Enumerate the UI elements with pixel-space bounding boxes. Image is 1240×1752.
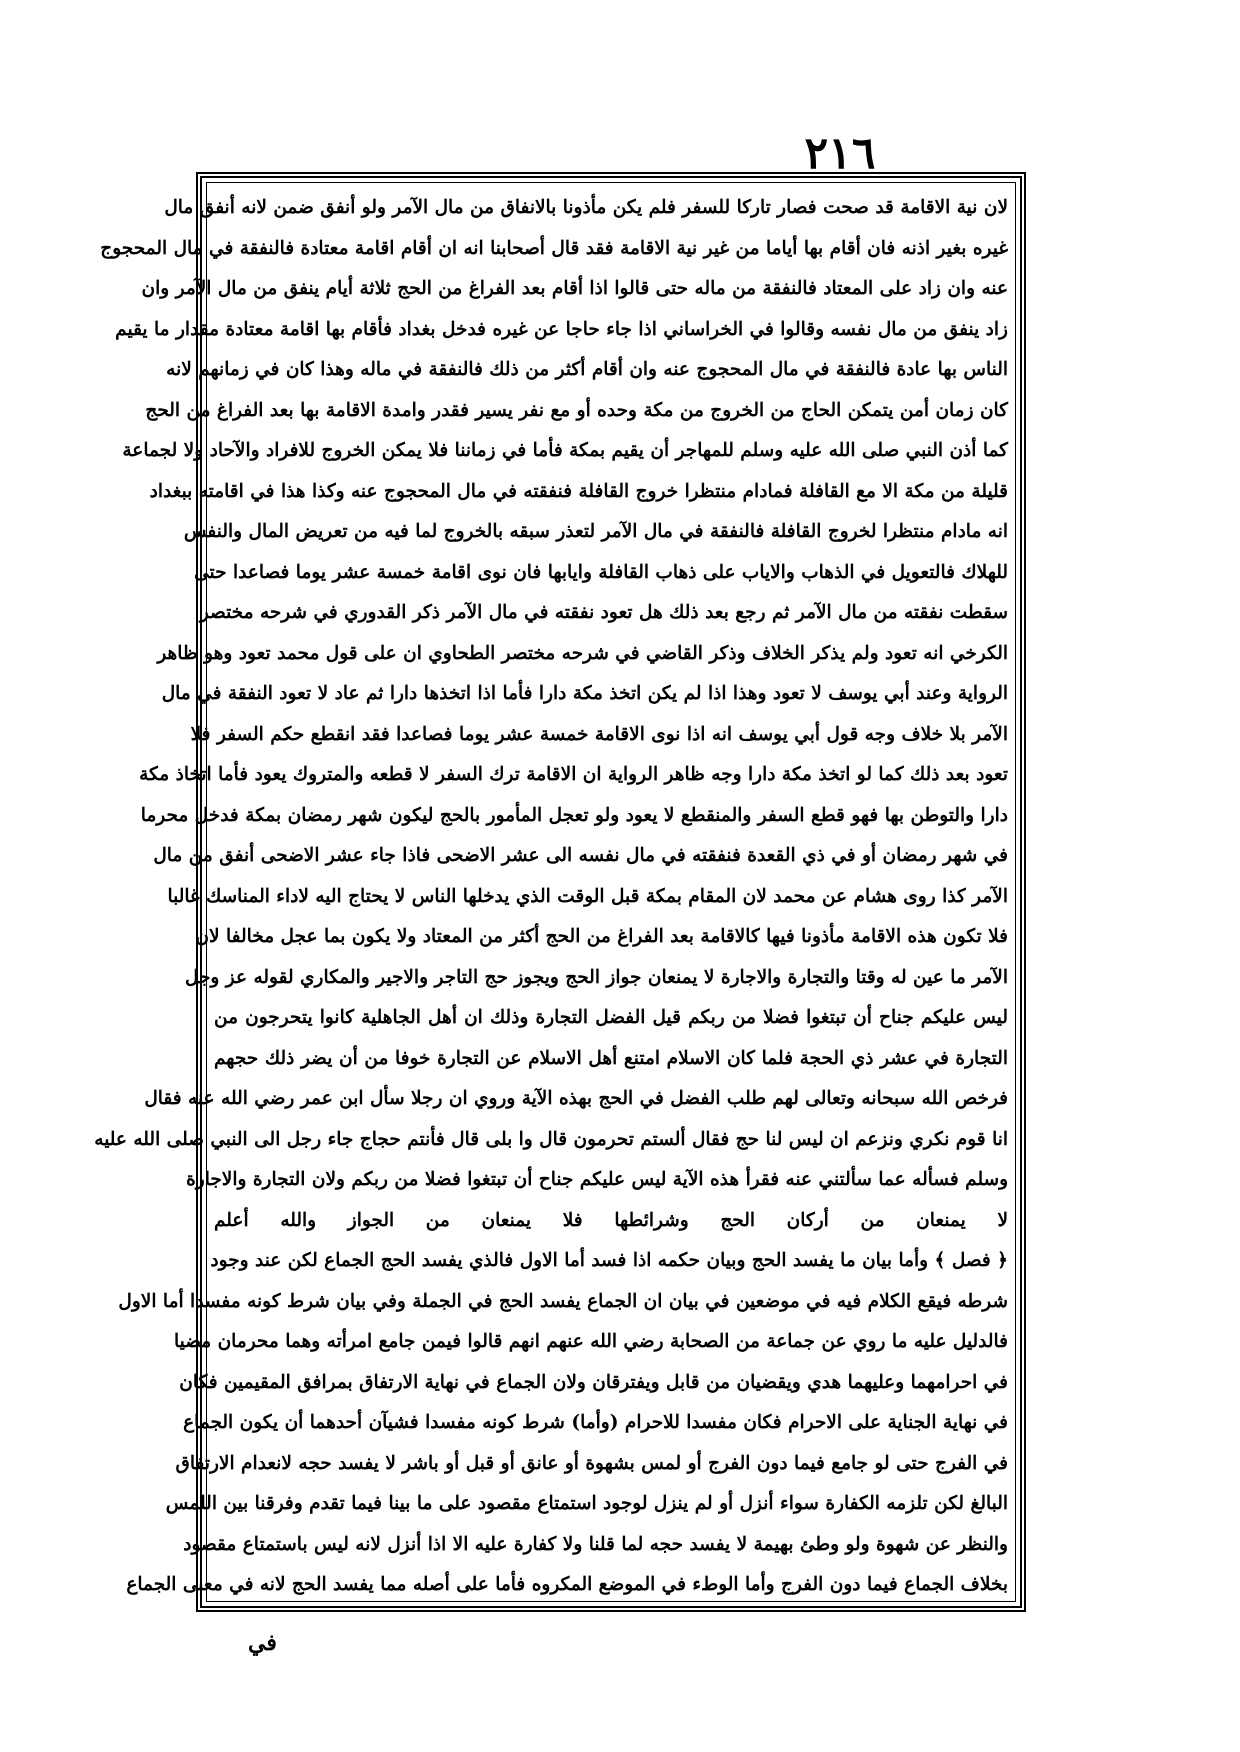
text-line: الآمر كذا روى هشام عن محمد لان المقام بمكة قبل الوقت الذي يدخلها الناس لا يحتاج اليه لاداء المناسك غالبا — [167, 885, 1008, 907]
text-line: ﴿ فصل ﴾ وأما بيان ما يفسد الحج وبيان حكمه اذا فسد أما الاول فالذي يفسد الحج الجماع لكن عند وجود — [210, 1250, 1008, 1271]
text-line: للهلاك فالتعويل في الذهاب والاياب على ذهاب القافلة وايابها فان نوى اقامة خمسة عشر يوما فصاعدا حتى — [194, 561, 1008, 583]
text-line: وسلم فسأله عما سألتني عنه فقرأ هذه الآية ليس عليكم جناح أن تبتغوا فضلا من ربكم ولان التجارة والاجارة — [186, 1169, 1008, 1190]
text-line: انه مادام منتظرا لخروج القافلة فالنفقة في مال الآمر لتعذر سبقه بالخروج لما فيه من تعريض المال والنفس — [183, 521, 1008, 542]
text-line: عنه وان زاد على المعتاد فالنفقة من ماله حتى قالوا اذا أقام بعد الفراغ من الحج ثلاثة أيام ينفق من مال الآمر وان — [141, 278, 1008, 299]
text-line: الرواية وعند أبي يوسف لا تعود وهذا اذا لم يكن اتخذ مكة دارا فأما اذا اتخذها دارا ثم عاد لا تعود النفقة في مال — [161, 683, 1008, 704]
text-line: قليلة من مكة الا مع القافلة فمادام منتظرا خروج القافلة فنفقته في مال المحجوج عنه وكذا هذا في اقامته ببغداد — [149, 480, 1008, 502]
text-line: في نهاية الجناية على الاحرام فكان مفسدا للاحرام (وأما) شرط كونه مفسدا فشيآن أحدهما أن يكون الجماع — [183, 1412, 1008, 1433]
text-frame — [94, 172, 1026, 1612]
text-line: لا يمنعان من أركان الحج وشرائطها فلا يمنعان من الجواز والله أعلم — [214, 1209, 1008, 1231]
text-line: في الفرج حتى لو جامع فيما دون الفرج أو لمس بشهوة أو عانق أو قبل أو باشر لا يفسد حجه لانعدام الارتفاق — [175, 1452, 1008, 1474]
text-line: سقطت نفقته من مال الآمر ثم رجع بعد ذلك هل تعود نفقته في مال الآمر ذكر القدوري في شرحه مختصر — [199, 602, 1008, 623]
text-line: غيره بغير اذنه فان أقام بها أياما من غير نية الاقامة فقد قال أصحابنا انه ان أقام اقامة معتادة فالنفقة في مال المحجوج — [100, 237, 1008, 259]
text-line: البالغ لكن تلزمه الكفارة سواء أنزل أو لم ينزل لوجود استمتاع مقصود على ما بينا فيما تقدم وفرقنا بين اللمس — [165, 1493, 1008, 1514]
text-line: في احرامهما وعليهما هدي ويقضيان من قابل ويفترقان ولان الجماع في نهاية الارتفاق بمرافق المقيمين فكان — [179, 1371, 1008, 1393]
text-lines — [94, 188, 1008, 1606]
text-line: كان زمان أمن يتمكن الحاج من الخروج من مكة وحده أو مع نفر يسير فقدر وامدة الاقامة بها بعد الفراغ من الحج — [145, 399, 1008, 421]
page-number: ٢١٦ — [804, 128, 876, 179]
text-line: الآمر ما عين له وقتا والتجارة والاجارة لا يمنعان جواز الحج ويجوز حج التاجر والاجير والمكاري لقوله عز وجل — [184, 966, 1008, 988]
text-line: والنظر عن شهوة ولو وطئ بهيمة لا يفسد حجه لما قلنا ولا كفارة عليه الا اذا أنزل لانه ليس باستمتاع مقصود — [183, 1533, 1008, 1555]
catchword: في — [248, 1630, 277, 1656]
text-line: الآمر بلا خلاف وجه قول أبي يوسف انه اذا نوى الاقامة خمسة عشر يوما فصاعدا فقد انقطع حكم السفر فلا — [190, 723, 1008, 745]
text-line: فلا تكون هذه الاقامة مأذونا فيها كالاقامة بعد الفراغ من الحج أكثر من المعتاد ولا يكون بما عجل مخالفا لان — [195, 926, 1008, 947]
text-line: شرطه فيقع الكلام فيه في موضعين في بيان ان الجماع يفسد الحج في الجملة وفي بيان شرط كونه مفسدا أما الاول — [118, 1290, 1008, 1312]
text-line: زاد ينفق من مال نفسه وقالوا في الخراساني اذا جاء حاجا عن غيره فدخل بغداد فأقام بها اقامة معتادة مقدار ما يقيم — [115, 318, 1008, 340]
text-line: دارا والتوطن بها فهو قطع السفر والمنقطع لا يعود ولو تعجل المأمور بالحج ليكون شهر رمضان بمكة فدخل محرما — [140, 804, 1008, 826]
text-line: الكرخي انه تعود ولم يذكر الخلاف وذكر القاضي في شرحه مختصر الطحاوي ان على قول محمد تعود وهو ظاهر — [157, 642, 1008, 664]
text-line: التجارة في عشر ذي الحجة فلما كان الاسلام امتنع أهل الاسلام عن التجارة خوفا من أن يضر ذلك حجهم — [214, 1047, 1008, 1069]
text-line: في شهر رمضان أو في ذي القعدة فنفقته في مال نفسه الى عشر الاضحى فاذا جاء عشر الاضحى أنفق من مال — [153, 845, 1008, 866]
text-line: تعود بعد ذلك كما لو اتخذ مكة دارا وجه ظاهر الرواية ان الاقامة ترك السفر لا قطعه والمتروك يعود فأما اتخاذ مكة — [139, 764, 1008, 785]
text-line: فالدليل عليه ما روي عن جماعة من الصحابة رضي الله عنهم انهم قالوا فيمن جامع امرأته وهما محرمان مضيا — [173, 1331, 1008, 1352]
text-line: انا قوم نكري ونزعم ان ليس لنا حج فقال ألستم تحرمون قال وا بلى قال فأنتم حجاج جاء رجل الى النبي صلى الله عليه — [94, 1128, 1008, 1150]
text-line: الناس بها عادة فالنفقة في مال المحجوج عنه وان أقام أكثر من ذلك فالنفقة في ماله وهذا كان في زمانهم لانه — [166, 359, 1008, 380]
text-line: ليس عليكم جناح أن تبتغوا فضلا من ربكم قيل الفضل التجارة وذلك ان أهل الجاهلية كانوا يتحرجون من — [214, 1007, 1008, 1028]
text-line: بخلاف الجماع فيما دون الفرج وأما الوطء في الموضع المكروه فأما على أصله مما يفسد الحج لانه في معنى الجماع — [126, 1574, 1008, 1595]
text-line: فرخص الله سبحانه وتعالى لهم طلب الفضل في الحج بهذه الآية وروي ان رجلا سأل ابن عمر رضي الله عنه فقال — [144, 1088, 1008, 1109]
text-line: كما أذن النبي صلى الله عليه وسلم للمهاجر أن يقيم بمكة فأما في زماننا فلا يمكن الخروج للافراد والآحاد ولا لجماعة — [122, 440, 1008, 461]
text-line: لان نية الاقامة قد صحت فصار تاركا للسفر فلم يكن مأذونا بالانفاق من مال الآمر ولو أنفق ضمن لانه أنفق مال — [164, 197, 1008, 218]
